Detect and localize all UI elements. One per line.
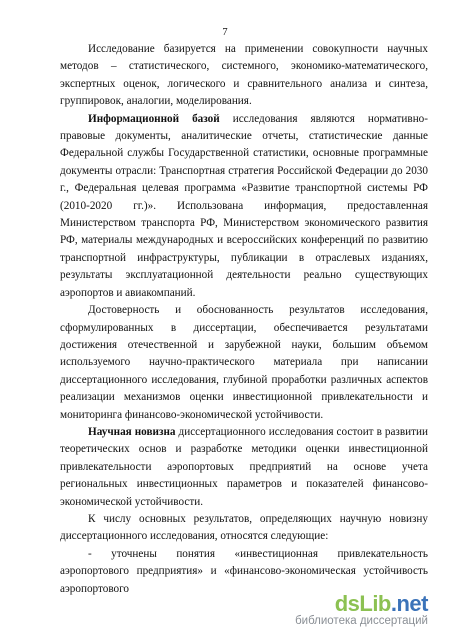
document-body (60, 41, 428, 598)
watermark (268, 591, 428, 631)
paragraph-info-base (60, 111, 428, 302)
paragraph-results (60, 511, 428, 546)
watermark-logo: dsLib.net (334, 591, 428, 616)
paragraph-text: Исследование базируется на применении совокупности научных методов – статистического, системного, экономико-математического, экспертных оценок, логического и сравнительного анализа и синтеза, группировок, аналогии, моделирования. (60, 43, 428, 108)
paragraph-methods (60, 41, 428, 111)
paragraph-text: исследования являются нормативно-правовые документы, аналитические отчеты, статистические данные Федеральной службы Государственной статистики, основные программные документы отрасли: Транспортная стратегия Российской Федерации до 2030 г., Федеральная целевая программа «Развитие транспортной системы РФ (2010-2020 гг.)». Использована информация, предоставленная Министерством транспорта РФ, Министерством экономического развития РФ, материалы международных и всероссийских конференций по развитию транспортной инфраструктуры, публикации в отраслевых изданиях, результаты эксплуатационной деятельности реально существующих аэропортов и авиакомпаний. (60, 112, 428, 299)
paragraph-text: диссертационного исследования состоит в развитии теоретических основ и разработке методики оценки инвестиционной привлекательности аэропортовых предприятий на основе учета региональных инвестиционных параметров и показателей финансово-экономической устойчивости. (60, 425, 428, 508)
paragraph-reliability (60, 302, 428, 424)
paragraph-text: Достоверность и обоснованность результатов исследования, сформулированных в диссертации, обеспечивается результатами достижения отечественной и зарубежной науки, большим объемом используемого научно-практического материала при написании диссертационного исследования, глубиной проработки различных аспектов реализации механизмов оценки инвестиционной привлекательности и мониторинга финансово-экономической устойчивости. (60, 304, 428, 421)
paragraph-bold-lead: Информационной базой (88, 112, 220, 125)
page-number: 7 (222, 27, 228, 38)
paragraph-bold-lead: Научная новизна (88, 425, 176, 438)
paragraph-text: - уточнены понятия «инвестиционная привлекательность аэропортового предприятия» и «финансово-экономическая устойчивость аэропортового (60, 547, 428, 595)
paragraph-novelty (60, 424, 428, 511)
watermark-subtitle: библиотека диссертаций (295, 615, 428, 627)
paragraph-text: К числу основных результатов, определяющих научную новизну диссертационного исследования, относятся следующие: (60, 512, 428, 543)
